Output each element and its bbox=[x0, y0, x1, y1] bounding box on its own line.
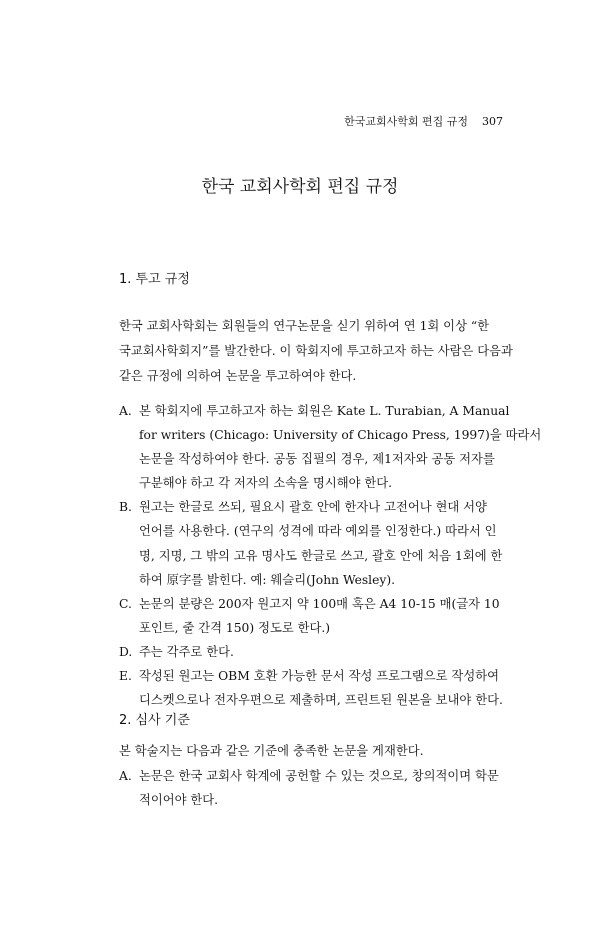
review-intro-paragraph bbox=[119, 739, 503, 764]
item-line: 논문을 작성하여야 한다. 공동 집필의 경우, 제1저자와 공동 저자를 bbox=[139, 452, 495, 467]
item-line: 논문의 분량은 200자 원고지 약 100매 혹은 A4 10-15 매(글자 10 bbox=[139, 596, 500, 611]
item-marker: B. bbox=[119, 500, 132, 515]
item-line: 주는 각주로 한다. bbox=[139, 644, 234, 659]
item-line: 논문은 한국 교회사 학계에 공헌할 수 있는 것으로, 창의적이며 학문 bbox=[139, 769, 499, 783]
item-line: 포인트, 줄 간격 150) 정도로 한다.) bbox=[139, 620, 331, 635]
list-item bbox=[119, 495, 509, 591]
item-line: 구분해야 하고 각 저자의 소속을 명시해야 한다. bbox=[139, 476, 393, 491]
list-item bbox=[119, 764, 509, 812]
item-line: 명, 지명, 그 밖의 고유 명사도 한글로 쓰고, 괄호 안에 처음 1회에 한 bbox=[139, 548, 503, 563]
item-marker: D. bbox=[119, 644, 133, 659]
paragraph-line: 한국 교회사학회는 회원들의 연구논문을 싣기 위하여 연 1회 이상 “한 bbox=[119, 319, 490, 333]
section-heading-submission: 1. 투고 규정 bbox=[119, 272, 190, 287]
item-line: 원고는 한글로 쓰되, 필요시 괄호 안에 한자나 고전어나 현대 서양 bbox=[139, 500, 487, 515]
running-head-title: 한국교회사학회 편집 규정 bbox=[344, 115, 468, 128]
paragraph-line: 국교회사학회지”를 발간한다. 이 학회지에 투고하고자 하는 사람은 다음과 bbox=[119, 344, 513, 358]
section-heading-review: 2. 심사 기준 bbox=[119, 713, 190, 728]
submission-rules-list bbox=[119, 399, 542, 712]
page-number: 307 bbox=[482, 115, 503, 128]
paragraph-line: 본 학술지는 다음과 같은 기준에 충족한 논문을 게재한다. bbox=[119, 744, 424, 758]
item-line: 디스켓으로나 전자우편으로 제출하며, 프린트된 원본을 보내야 한다. bbox=[139, 693, 503, 708]
item-marker: A. bbox=[119, 769, 132, 783]
list-item bbox=[119, 399, 542, 495]
item-marker: C. bbox=[119, 596, 132, 611]
paragraph-line: 같은 규정에 의하여 논문을 투고하여야 한다. bbox=[119, 369, 357, 383]
item-line: 작성된 원고는 OBM 호환 가능한 문서 작성 프로그램으로 작성하여 bbox=[139, 669, 499, 684]
item-line: 하여 原字를 밝힌다. 예: 웨슬리(John Wesley). bbox=[139, 572, 396, 587]
running-head bbox=[344, 113, 503, 129]
item-marker: E. bbox=[119, 669, 132, 684]
list-item bbox=[119, 640, 509, 664]
item-line: 적이어야 한다. bbox=[139, 793, 219, 808]
list-item bbox=[119, 592, 509, 640]
list-item bbox=[119, 664, 509, 712]
item-line: 언어를 사용한다. (연구의 성격에 따라 예외를 인정한다.) 따라서 인 bbox=[139, 524, 497, 539]
submission-intro-paragraph bbox=[119, 314, 513, 389]
review-criteria-list bbox=[119, 764, 509, 812]
item-marker: A. bbox=[119, 404, 132, 418]
item-line: 본 학회지에 투고하고자 하는 회원은 Kate L. Turabian, A Manual bbox=[139, 404, 510, 418]
item-line: for writers (Chicago: University of Chicago Press, 1997)을 따라서 bbox=[139, 428, 542, 443]
page-title: 한국 교회사학회 편집 규정 bbox=[201, 177, 399, 197]
